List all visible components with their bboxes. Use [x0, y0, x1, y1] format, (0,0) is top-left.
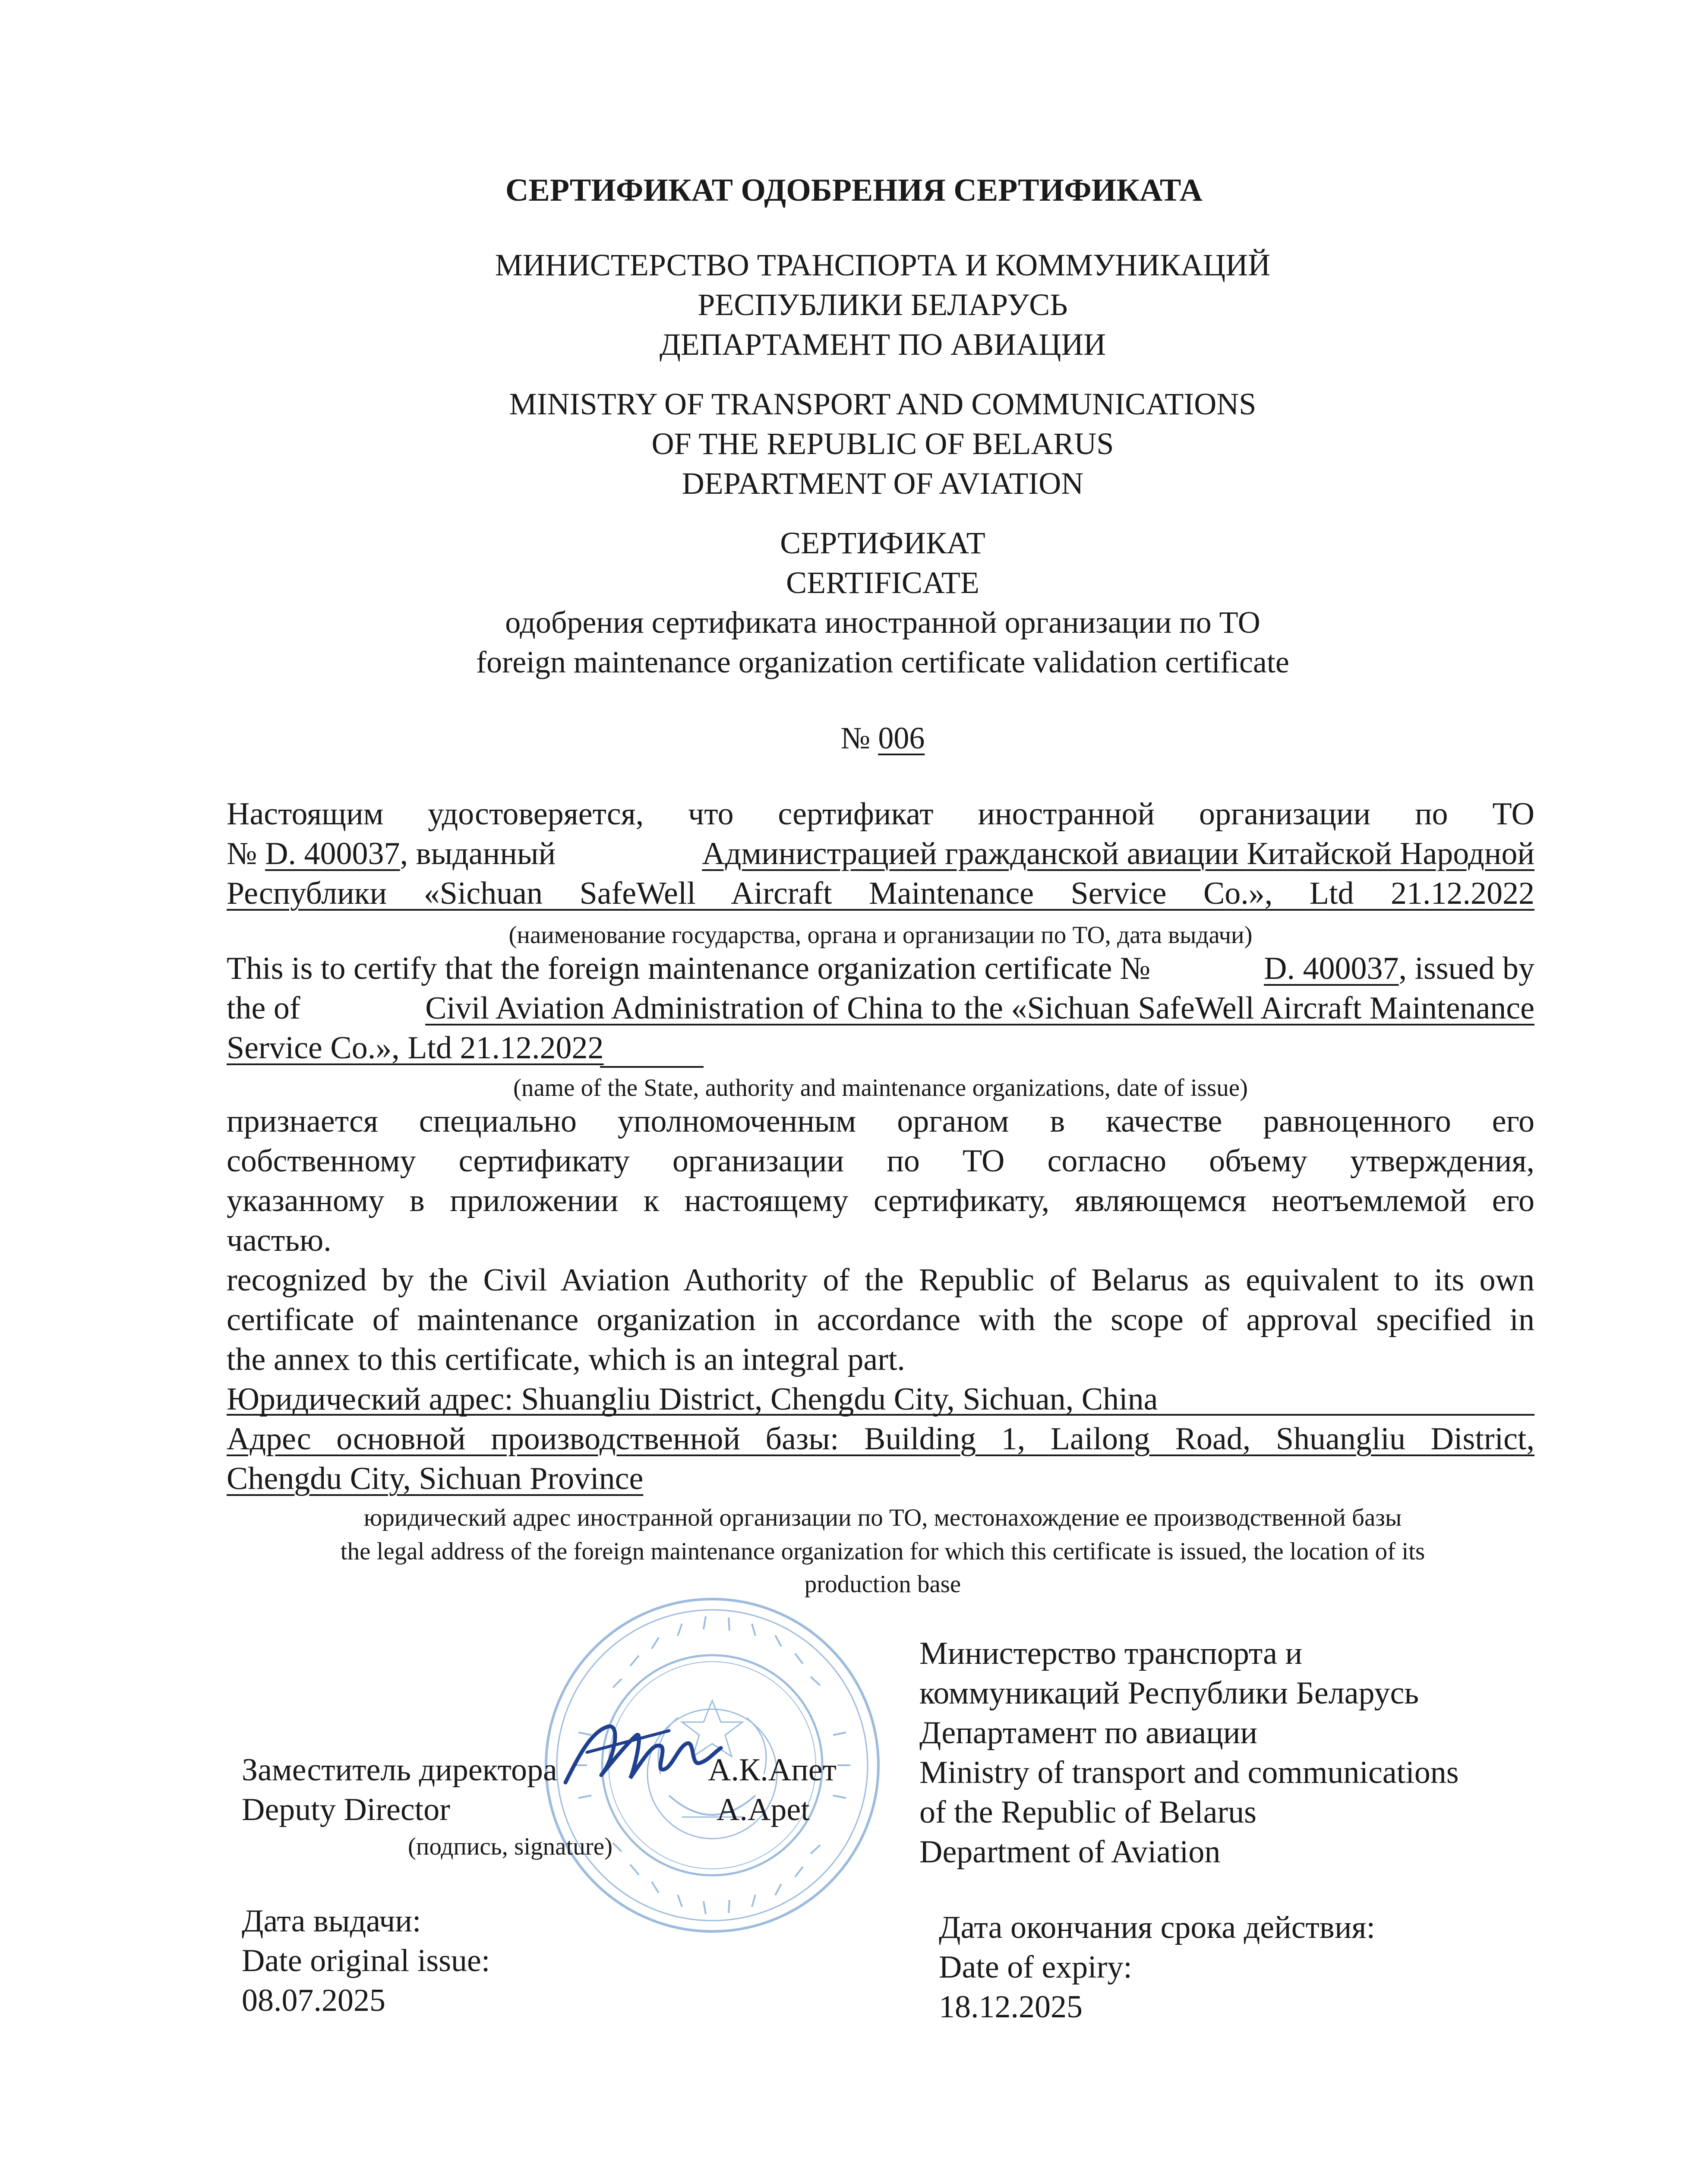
ministry-ru-line-3: ДЕПАРТАМЕНТ ПО АВИАЦИИ [659, 327, 1106, 362]
body-ru-line-3: Республики «Sichuan SafeWell Aircraft Maintenance Service Co.», Ltd 21.12.2022 [227, 876, 1534, 911]
address-caption-ru: юридический адрес иностранной организации по ТО, местонахождение ее производственной базы [363, 1504, 1402, 1531]
issue-date-label-ru: Дата выдачи: [242, 1903, 421, 1939]
body-en-caption: (name of the State, authority and maintenance organizations, date of issue) [513, 1074, 1248, 1101]
authority-line-6: Department of Aviation [919, 1834, 1221, 1870]
legal-address-underline [227, 1414, 1534, 1416]
authority-line-3: Департамент по авиации [919, 1715, 1258, 1751]
body-en-certify: This is to certify that the foreign maintenance organization certificate № [227, 951, 1151, 986]
authority-line-4: Ministry of transport and communications [919, 1755, 1459, 1790]
signer-name-en: A.Apet [717, 1792, 810, 1827]
signature-mark [561, 1705, 725, 1804]
body-en-cert-number: D. 400037 [1264, 951, 1399, 986]
authority-line-5: of the Republic of Belarus [919, 1795, 1257, 1830]
ministry-en-line-3: DEPARTMENT OF AVIATION [682, 466, 1084, 501]
document-title: СЕРТИФИКАТ ОДОБРЕНИЯ СЕРТИФИКАТА [505, 173, 1203, 208]
signer-name-ru: А.К.Апет [708, 1752, 837, 1788]
signer-role-ru: Заместитель директора [242, 1752, 557, 1788]
issue-date-value: 08.07.2025 [242, 1983, 385, 2018]
recognition-ru-line-4: частью. [227, 1223, 331, 1258]
body-ru-line-1: Настоящим удостоверяется, что сертификат иностранной организации по ТО [227, 796, 1534, 832]
certificate-heading-ru: СЕРТИФИКАТ [780, 526, 985, 560]
number-sign: № [840, 721, 871, 755]
issue-date-label-en: Date original issue: [242, 1943, 490, 1978]
body-en-line-1 [227, 949, 1534, 988]
expiry-date-value: 18.12.2025 [939, 1989, 1083, 2025]
signer-role-en: Deputy Director [242, 1792, 450, 1827]
certificate-heading-en: CERTIFICATE [786, 565, 979, 600]
number-value: 006 [878, 721, 925, 755]
ministry-en-line-1: MINISTRY OF TRANSPORT AND COMMUNICATIONS [509, 387, 1257, 421]
recognition-ru-line-1: признается специально уполномоченным органом в качестве равноценного его [227, 1104, 1534, 1139]
recognition-en-line-1: recognized by the Civil Aviation Authority of the Republic of Belarus as equivalent to its own [227, 1262, 1534, 1298]
address-caption-en-1: the legal address of the foreign maintenance organization for which this certificate is issued, the location of its [340, 1538, 1425, 1565]
expiry-date-label-en: Date of expiry: [939, 1950, 1132, 1985]
body-ru-caption: (наименование государства, органа и организации по ТО, дата выдачи) [508, 921, 1253, 949]
base-address-line-2: Chengdu City, Sichuan Province [227, 1461, 644, 1496]
address-caption-en-2: production base [804, 1571, 961, 1598]
recognition-ru-line-2: собственному сертификату организации по ТО согласно объему утверждения, [227, 1143, 1534, 1179]
certificate-number [0, 718, 1708, 758]
body-ru-line-2 [227, 834, 1534, 874]
signature-caption: (подпись, signature) [408, 1833, 613, 1860]
ministry-en-line-2: OF THE REPUBLIC OF BELARUS [651, 426, 1114, 461]
body-en-line-2 [227, 988, 1534, 1028]
recognition-ru-line-3: указанному в приложении к настоящему сертификату, являющемся неотъемлемой его [227, 1183, 1534, 1218]
expiry-date-label-ru: Дата окончания срока действия: [939, 1910, 1376, 1945]
body-en-underline [600, 1066, 704, 1068]
certificate-subtitle-ru: одобрения сертификата иностранной организации по ТО [505, 605, 1260, 640]
legal-address: Юридический адрес: Shuangliu District, Chengdu City, Sichuan, China [227, 1382, 1158, 1417]
recognition-en-line-2: certificate of maintenance organization in accordance with the scope of approval specified in [227, 1302, 1534, 1338]
ministry-ru-line-2: РЕСПУБЛИКИ БЕЛАРУСЬ [698, 287, 1068, 322]
body-ru-issued: , выданный [400, 836, 556, 871]
body-en-line-3: Service Co.», Ltd 21.12.2022 [227, 1030, 604, 1066]
body-en-issued: , issued by [1399, 951, 1534, 986]
body-ru-number-sign: № [227, 836, 257, 871]
body-ru-cert-number: D. 400037 [265, 836, 400, 871]
ministry-ru-line-1: МИНИСТЕРСТВО ТРАНСПОРТА И КОММУНИКАЦИЙ [495, 248, 1271, 282]
authority-line-1: Министерство транспорта и [919, 1636, 1303, 1671]
recognition-en-line-3: the annex to this certificate, which is an integral part. [227, 1342, 905, 1377]
base-address-line-1: Адрес основной производственной базы: Building 1, Lailong Road, Shuangliu District, [227, 1421, 1534, 1457]
body-en-the-of: the of [227, 991, 300, 1026]
body-en-issuer: Civil Aviation Administration of China to the «Sichuan SafeWell Aircraft Maintenance [425, 991, 1534, 1026]
certificate-subtitle-en: foreign maintenance organization certificate validation certificate [476, 645, 1289, 679]
body-ru-issuer: Администрацией гражданской авиации Китайской Народной [702, 836, 1534, 871]
authority-line-2: коммуникаций Республики Беларусь [919, 1675, 1419, 1711]
